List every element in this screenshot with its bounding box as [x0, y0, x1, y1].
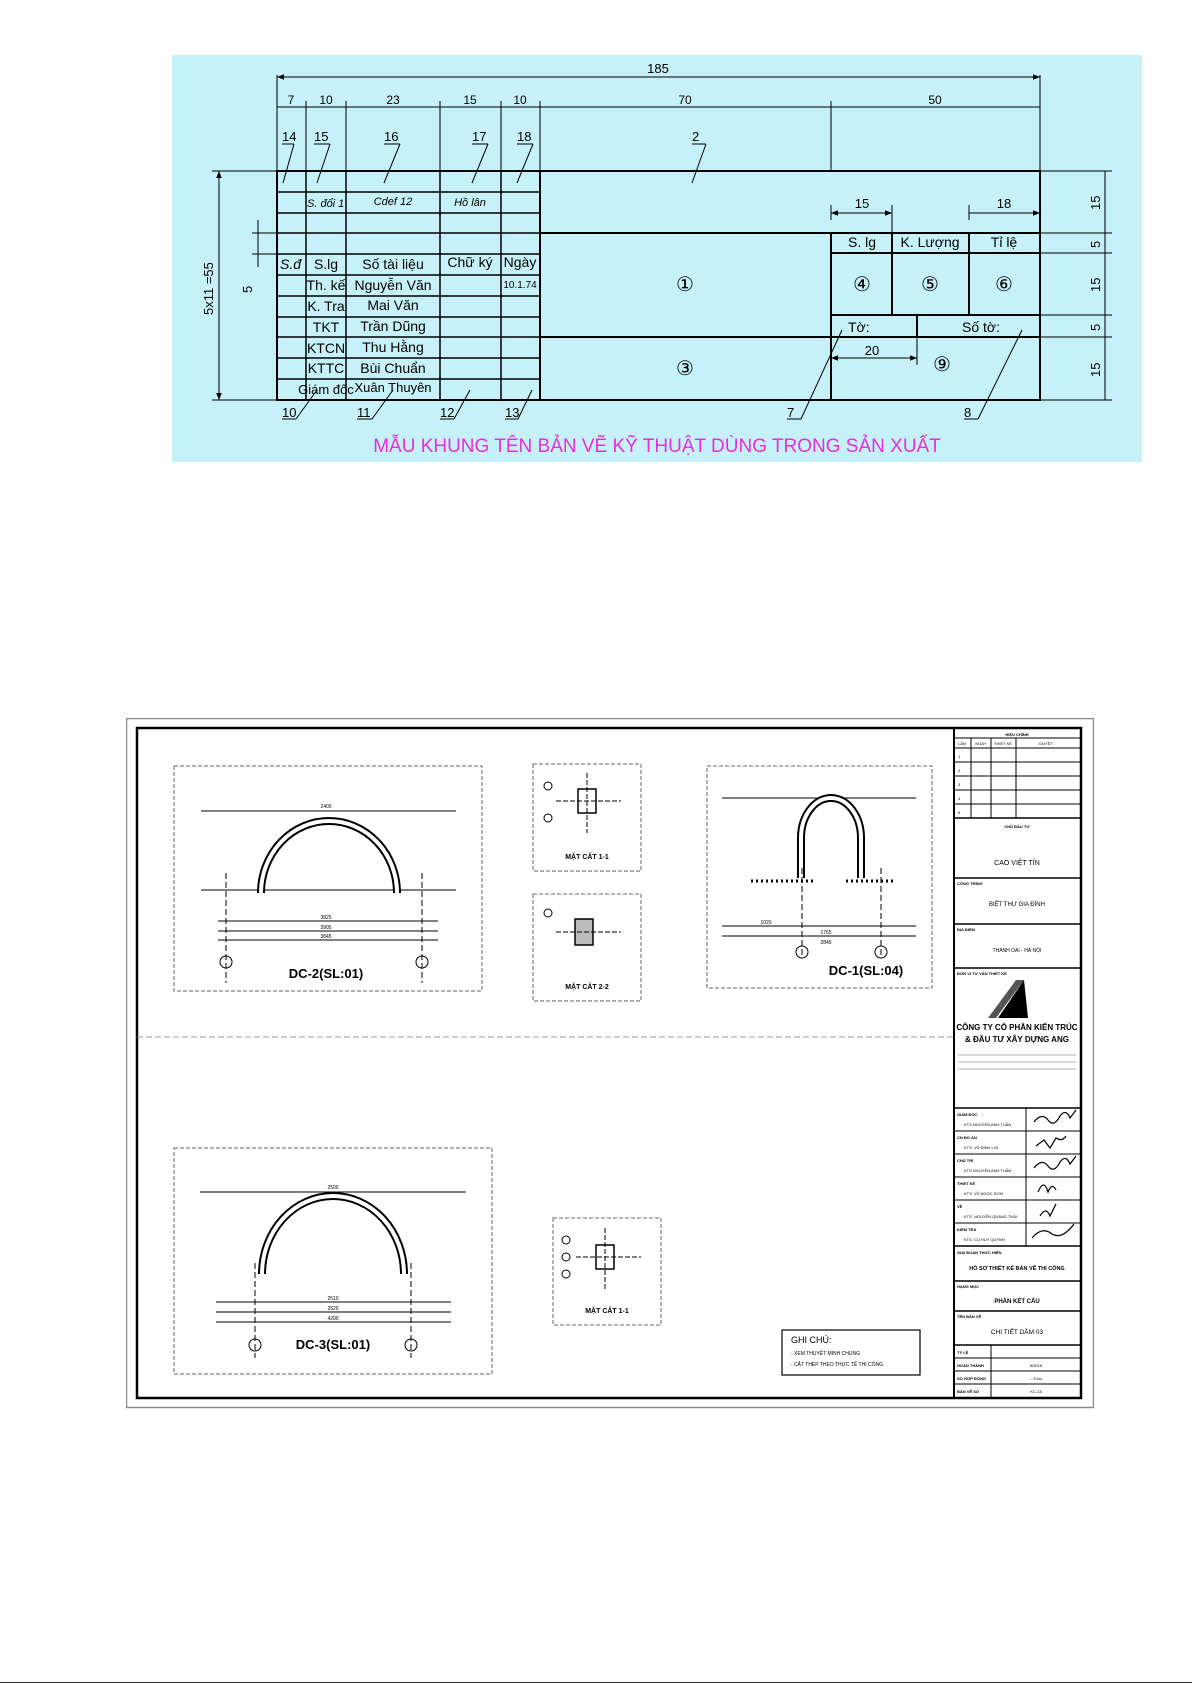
dim-left-label: 5x11 =55: [201, 262, 216, 315]
label-dc1: DC-1(SL:04): [828, 963, 904, 978]
staff-role: CN ĐỒ ÁN: [957, 1135, 977, 1140]
sheets-label: Số tờ:: [962, 319, 1000, 335]
header-ngay: Ngày: [503, 254, 537, 270]
section-label: MẶT CẮT 1-1: [565, 854, 609, 861]
header-chu-ky: Chữ ký: [447, 254, 493, 270]
callout-13: 13: [505, 405, 520, 420]
staff-name: KTS. VŨ NGỌC SƠN: [964, 1191, 1003, 1196]
dc3-dim: 4200: [327, 1316, 339, 1322]
dim-right-5b: 5: [1088, 323, 1103, 331]
project-label: CÔNG TRÌNH: [957, 881, 983, 886]
callout-2: 2: [692, 129, 700, 144]
dc1-dim: 1020: [760, 920, 772, 926]
label-dc3: DC-3(SL:01): [295, 1337, 371, 1352]
meta-label: SỐ HỢP ĐỒNG: [957, 1376, 986, 1381]
revision-row-number: 1: [958, 754, 961, 759]
callout-14: 14: [282, 129, 297, 144]
revision-header: NGÀY: [975, 741, 987, 746]
circled-9: ⑨: [933, 354, 951, 376]
revision-col4: Hồ lân: [454, 197, 486, 209]
dc1-dim: 2845: [820, 940, 832, 946]
circled-5: ⑤: [921, 274, 939, 296]
row-role: Giám đốc: [298, 382, 354, 397]
row-role: Th. kế: [306, 277, 346, 293]
staff-name: KTS.NGUYỄN ANH TUẤN: [964, 1168, 1012, 1173]
revision-row-number: 3: [958, 782, 961, 787]
category-label: HẠNG MỤC: [957, 1284, 979, 1289]
revision-col3: Cdef 12: [373, 196, 413, 208]
sheet-label: Tờ:: [848, 319, 870, 335]
row-name: Thu Hằng: [362, 339, 424, 355]
revision-title: HIỆU CHỈNH: [1005, 732, 1029, 737]
meta-value: 8/2016: [1029, 1363, 1043, 1368]
revision-row-number: 4: [958, 796, 961, 801]
dc3-dim: 2500: [327, 1185, 339, 1191]
callouts-bottom: [282, 405, 971, 420]
header-k-luong: K. Lượng: [900, 234, 960, 250]
revision-header: THIẾT KẾ: [994, 741, 1012, 746]
dc2-dim: 3825: [320, 915, 332, 921]
dc1-dim: 1765: [820, 930, 832, 936]
revision-row-number: 5: [958, 810, 961, 815]
revision-header: LẦN: [958, 741, 966, 746]
revision-header: DUYỆT: [1039, 741, 1053, 746]
row-name: Trần Dũng: [360, 318, 426, 334]
row-role: KTCN: [306, 340, 346, 356]
callout-11: 11: [357, 405, 371, 420]
dim-70: 70: [678, 93, 692, 107]
header-so-tai-lieu: Số tài liệu: [362, 256, 424, 272]
sheet-title-label: TÊN BẢN VẼ: [957, 1314, 982, 1319]
location-label: ĐỊA ĐIỂM: [957, 927, 975, 932]
circled-3: ③: [676, 358, 694, 380]
company-line1: CÔNG TY CỔ PHẦN KIẾN TRÚC: [956, 1023, 1078, 1032]
row-name: Xuân Thuyên: [354, 380, 432, 395]
dim-inner-15: 15: [854, 196, 870, 211]
dim-10a: 10: [319, 93, 333, 107]
row-name: Nguyễn Văn: [354, 277, 432, 293]
owner-label: CHỦ ĐẦU TƯ: [1004, 824, 1030, 829]
section-label: MẶT CẮT 1-1: [585, 1308, 629, 1315]
dc2-dim: 3905: [320, 925, 332, 931]
staff-role: GIÁM ĐỐC: [957, 1112, 978, 1117]
notes-title: GHI CHÚ:: [791, 1335, 832, 1345]
callout-16: 16: [384, 129, 399, 144]
dim-10b: 10: [513, 93, 527, 107]
meta-value: KC-18: [1030, 1389, 1042, 1394]
meta-label: HOÀN THÀNH: [957, 1363, 984, 1368]
callout-8: 8: [964, 405, 972, 420]
dim-right-15b: 15: [1088, 277, 1103, 292]
callout-18: 18: [517, 129, 532, 144]
staff-name: KTS. CÙ HUY QUỲNH: [964, 1237, 1005, 1242]
callout-15: 15: [314, 129, 329, 144]
phase-label: GIAI ĐOẠN THỰC HIỆN: [957, 1250, 1002, 1255]
dimension-left: [212, 171, 277, 400]
owner-name: CAO VIỆT TÍN: [994, 860, 1040, 867]
header-s-lg: S. lg: [847, 234, 877, 250]
staff-name: KTS. NGUYỄN QUANG THÁI: [964, 1214, 1018, 1219]
row-date: 10.1.74: [503, 280, 537, 291]
dim-right-15a: 15: [1088, 195, 1103, 210]
dim-23: 23: [386, 93, 400, 107]
callout-7: 7: [787, 405, 795, 420]
circled-6: ⑥: [995, 274, 1013, 296]
drawing-sheet-svg: [126, 718, 1094, 1410]
consultant-label: ĐƠN VỊ TƯ VẤN THIẾT KẾ: [957, 971, 1007, 976]
meta-label: BẢN VẼ SỐ: [957, 1389, 980, 1394]
row-name: Mai Văn: [367, 297, 419, 313]
circled-4: ④: [853, 274, 871, 296]
title-block-panel: [172, 55, 1142, 462]
dim-right-15c: 15: [1088, 362, 1103, 377]
section-label: MẶT CẮT 2-2: [565, 984, 609, 991]
staff-role: CHỦ TRÌ: [957, 1158, 974, 1163]
staff-role: THIẾT KẾ: [957, 1181, 976, 1186]
callout-12: 12: [440, 405, 455, 420]
callout-10: 10: [282, 405, 297, 420]
row-role: KTTC: [307, 360, 345, 376]
callouts-top: [282, 129, 699, 144]
label-dc2: DC-2(SL:01): [288, 966, 364, 981]
location-name: THANH OAI - HÀ NỘI: [992, 948, 1042, 954]
staff-role: KIỂM TRA: [957, 1227, 977, 1232]
title-headers: [280, 254, 536, 272]
dim-left-small: 5: [240, 285, 255, 293]
project-name: BIỆT THỰ GIA ĐÌNH: [989, 902, 1045, 908]
staff-role: VẼ: [957, 1204, 963, 1209]
revision-row-number: 2: [958, 768, 961, 773]
title-block-caption: MẪU KHUNG TÊN BẢN VẼ KỸ THUẬT DÙNG TRONG SẢN XUẤT: [373, 436, 941, 457]
note-item: - CẮT THÉP THEO THỰC TẾ THI CÔNG: [791, 1362, 883, 1368]
header-slg: S.lg: [313, 256, 339, 272]
note-item: - XEM THUYẾT MINH CHUNG: [791, 1351, 860, 1357]
phase-value: HỒ SƠ THIẾT KẾ BẢN VẼ THI CÔNG: [969, 1266, 1065, 1272]
callout-17: 17: [472, 129, 487, 144]
drawing-sheet: [126, 718, 1094, 1410]
header-ti-le: Tỉ lệ: [990, 234, 1018, 250]
row-role: TKT: [312, 319, 340, 335]
header-sd: S.đ: [280, 256, 302, 272]
staff-name: KTS. VŨ ĐÌNH LỢI: [964, 1145, 999, 1150]
page-bottom-rule: [0, 1682, 1192, 1683]
revision-col2: S. đổi 1: [307, 198, 345, 210]
dim-inner-18: 18: [996, 196, 1012, 211]
meta-label: TỶ LỆ: [957, 1350, 969, 1355]
dc2-dim: 2400: [320, 804, 332, 810]
staff-name: KTS.NGUYỄN ANH TUẤN: [964, 1122, 1012, 1127]
circled-1: ①: [676, 274, 694, 296]
row-role: K. Tra: [307, 298, 345, 314]
meta-value: ---Fxxx: [1029, 1376, 1043, 1381]
dim-50: 50: [928, 93, 942, 107]
dim-total-label: 185: [647, 61, 669, 76]
dim-15: 15: [463, 93, 477, 107]
dc3-dim: 2510: [327, 1296, 339, 1302]
sheet-title-value: CHI TIẾT DẦM 03: [990, 1329, 1044, 1336]
dim-7: 7: [287, 93, 295, 107]
category-value: PHẦN KẾT CẤU: [994, 1299, 1040, 1305]
company-line2: & ĐẦU TƯ XÂY DỰNG ANG: [965, 1035, 1069, 1044]
row-name: Bùi Chuẩn: [360, 360, 426, 376]
dc3-dim: 2520: [327, 1306, 339, 1312]
dim-right-5a: 5: [1088, 240, 1103, 248]
dim-inner-20: 20: [864, 343, 880, 358]
title-block-diagram: [172, 55, 1142, 462]
dc2-dim: 3845: [320, 934, 332, 940]
